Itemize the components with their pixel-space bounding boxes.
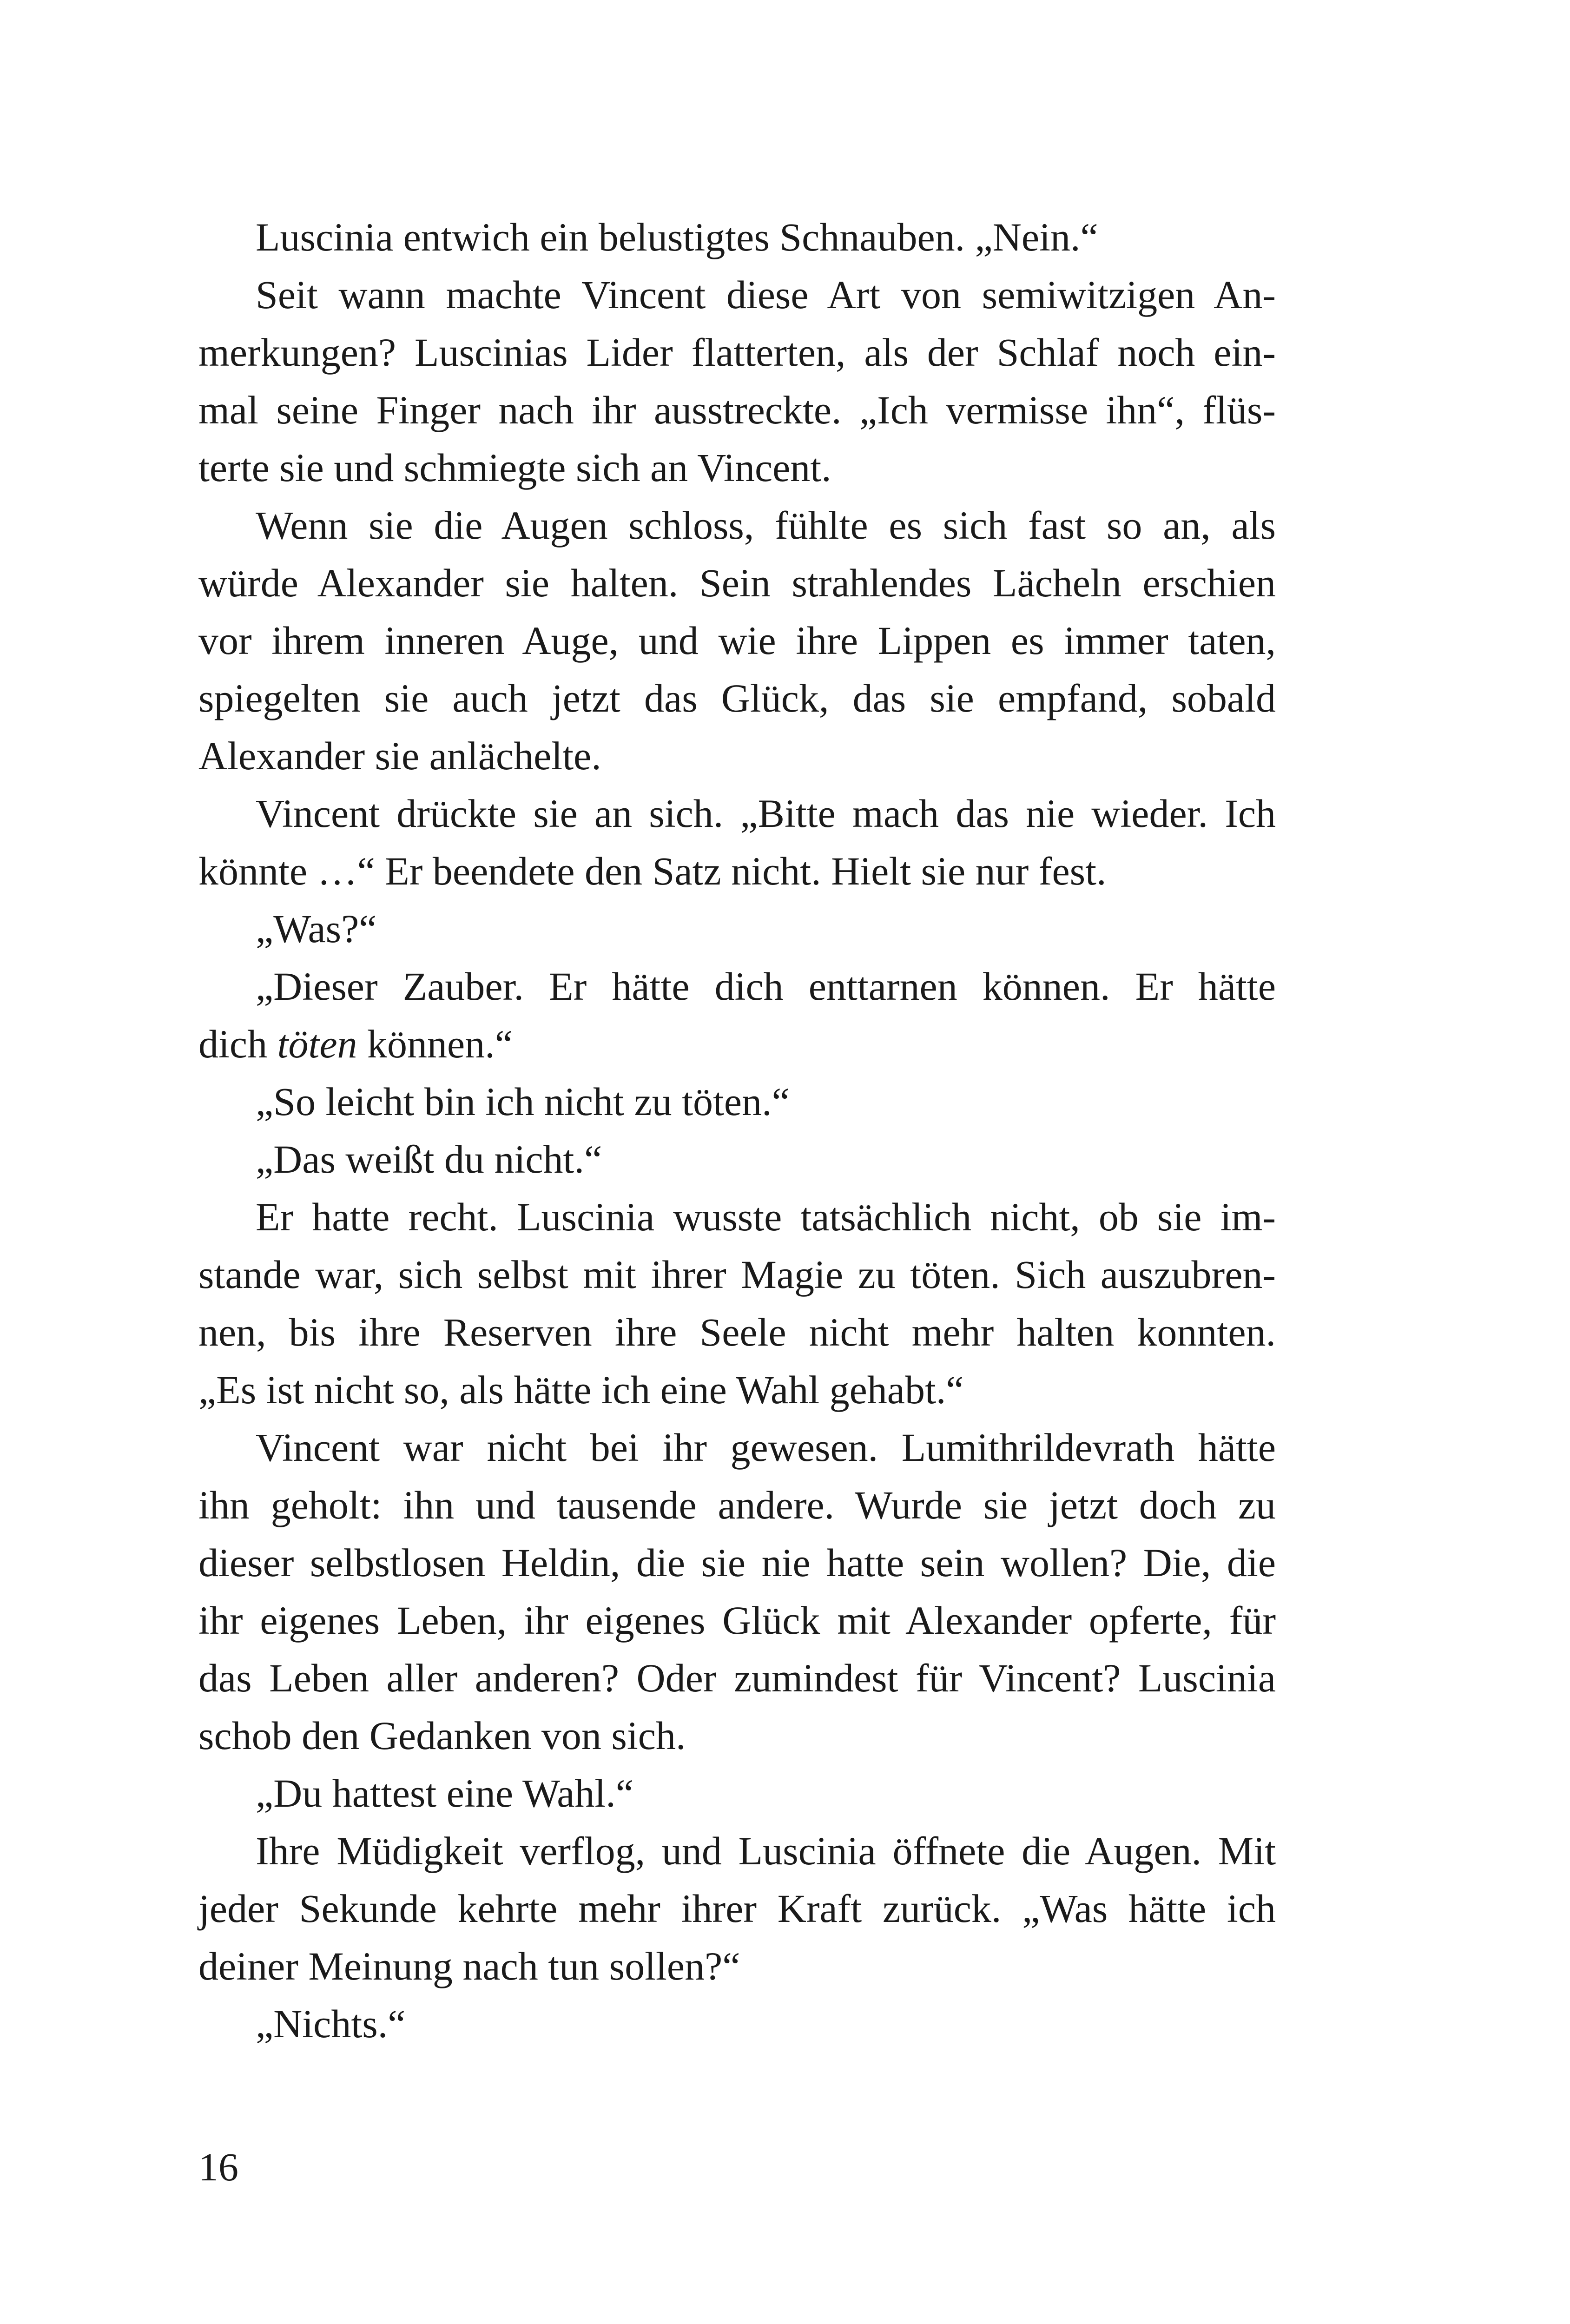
- text-line: ihn geholt: ihn und tausende andere. Wurde sie jetzt doch zu: [198, 1483, 1276, 1527]
- text-line: jeder Sekunde kehrte mehr ihrer Kraft zurück. „Was hätte ich: [198, 1886, 1276, 1931]
- text-line: merkungen? Luscinias Lider flatterten, als der Schlaf noch ein-: [198, 330, 1276, 375]
- text-line: „Es ist nicht so, als hätte ich eine Wahl gehabt.“: [198, 1367, 964, 1412]
- text-line: vor ihrem inneren Auge, und wie ihre Lippen es immer taten,: [198, 618, 1276, 663]
- body-text: [198, 208, 1276, 2053]
- text-line: schob den Gedanken von sich.: [198, 1713, 686, 1758]
- text-line: das Leben aller anderen? Oder zumindest für Vincent? Luscinia: [198, 1656, 1276, 1700]
- emphasis: töten: [277, 1022, 357, 1066]
- text-line: spiegelten sie auch jetzt das Glück, das sie empfand, sobald: [198, 676, 1276, 720]
- text-line: Vincent drückte sie an sich. „Bitte mach das nie wieder. Ich: [256, 791, 1276, 836]
- text-line: Ihre Müdigkeit verflog, und Luscinia öffnete die Augen. Mit: [256, 1829, 1276, 1873]
- text-line: dich töten können.“: [198, 1022, 513, 1066]
- text-line: nen, bis ihre Reserven ihre Seele nicht mehr halten konnten.: [198, 1310, 1276, 1354]
- text-line: „Das weißt du nicht.“: [256, 1137, 602, 1182]
- text-line: Alexander sie anlächelte.: [198, 733, 601, 778]
- text-line: Er hatte recht. Luscinia wusste tatsächlich nicht, ob sie im-: [256, 1195, 1276, 1239]
- text-line: mal seine Finger nach ihr ausstreckte. „Ich vermisse ihn“, flüs-: [198, 388, 1276, 432]
- text-line: „Nichts.“: [256, 2001, 406, 2046]
- page-number: 16: [198, 2145, 238, 2189]
- text-line: würde Alexander sie halten. Sein strahlendes Lächeln erschien: [198, 561, 1276, 605]
- text-line: „Dieser Zauber. Er hätte dich enttarnen können. Er hätte: [256, 964, 1276, 1009]
- text-line: Seit wann machte Vincent diese Art von semiwitzigen An-: [256, 272, 1276, 317]
- text-line: dieser selbstlosen Heldin, die sie nie hatte sein wollen? Die, die: [198, 1540, 1276, 1585]
- text-line: ihr eigenes Leben, ihr eigenes Glück mit Alexander opferte, für: [198, 1598, 1276, 1643]
- text-line: Wenn sie die Augen schloss, fühlte es sich fast so an, als: [256, 503, 1276, 548]
- text-line: Luscinia entwich ein belustigtes Schnauben. „Nein.“: [256, 215, 1098, 259]
- text-line: Vincent war nicht bei ihr gewesen. Lumithrildevrath hätte: [256, 1425, 1276, 1470]
- text-line: terte sie und schmiegte sich an Vincent.: [198, 445, 831, 490]
- text-line: „Was?“: [256, 906, 377, 951]
- text-line: „Du hattest eine Wahl.“: [256, 1771, 633, 1816]
- text-line: deiner Meinung nach tun sollen?“: [198, 1944, 740, 1988]
- text-line: „So leicht bin ich nicht zu töten.“: [256, 1079, 790, 1124]
- text-line: könnte …“ Er beendete den Satz nicht. Hielt sie nur fest.: [198, 849, 1107, 893]
- text-line: stande war, sich selbst mit ihrer Magie zu töten. Sich auszubren-: [198, 1252, 1276, 1297]
